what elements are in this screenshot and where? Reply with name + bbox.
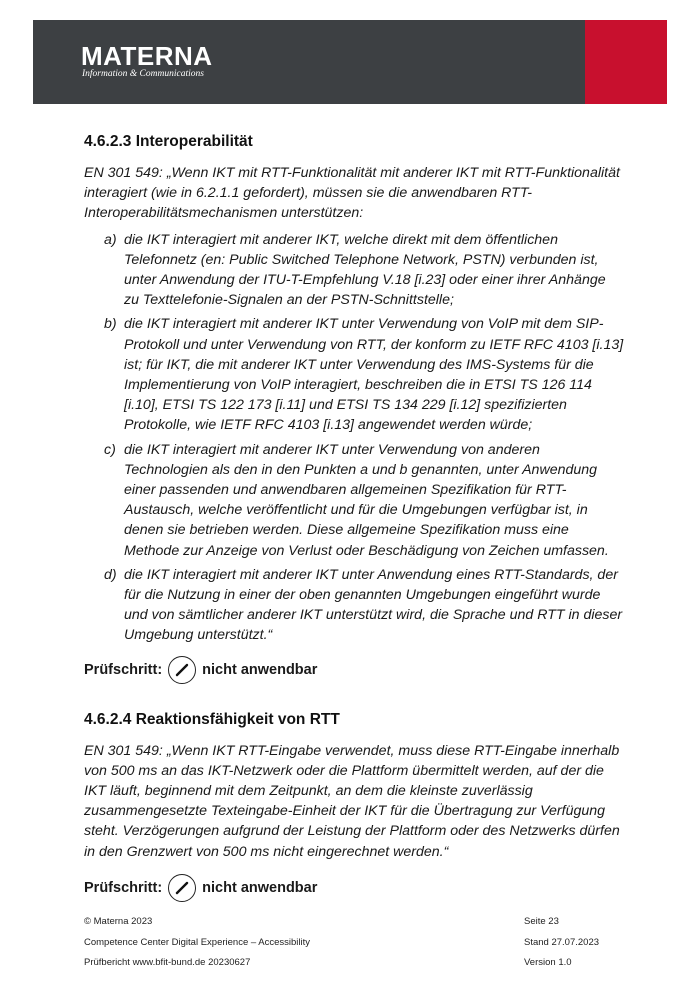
list-item-text: die IKT interagiert mit anderer IKT, welche direkt mit dem öffentlichen Telefonnetz (en: Public Switched Telephone Network, PSTN) verbunden ist, unter Anwendung der ITU-T-Empfehlung V.18 [i.23] oder einer ihrer Anhänge zu Texttelefonie-Signalen an der PSTN-Schnittstelle; [124, 231, 606, 309]
page-footer [84, 912, 604, 974]
company-logo: MATERNA [81, 41, 213, 71]
section-heading-rtt-responsiveness: 4.6.2.4 Reaktionsfähigkeit von RTT [84, 710, 340, 728]
not-applicable-icon [168, 656, 196, 684]
list-item [84, 230, 624, 311]
section-intro-quote: EN 301 549: „Wenn IKT RTT-Eingabe verwendet, muss diese RTT-Eingabe innerhalb von 500 ms an das IKT-Netzwerk oder die Plattform übermittelt werden, auf der die IKT läuft, beginnend mit dem Zeitpunkt, an dem die kleinste zuverlässig zusammengesetzte Texteingabe-Einheit der IKT für die Übertragung zur Verfügung steht. Verzögerungen aufgrund der Leistung der Plattform oder des Netzwerks dürfen in den Grenzwert von 500 ms nicht eingerechnet werden.“ [84, 742, 620, 860]
document-body [84, 133, 624, 902]
footer-department: Competence Center Digital Experience – Accessibility [84, 936, 310, 948]
test-step-label: Prüfschritt: [84, 879, 163, 896]
footer-version: Version 1.0 [524, 957, 572, 968]
section-heading-interoperability: 4.6.2.3 Interoperabilität [84, 133, 253, 150]
header-accent-block [585, 20, 667, 104]
footer-copyright: © Materna 2023 [84, 916, 153, 927]
list-item-marker: a) [104, 231, 117, 248]
list-item [84, 565, 624, 646]
list-item [84, 440, 624, 561]
page-header [33, 20, 667, 104]
list-item-text: die IKT interagiert mit anderer IKT unter Anwendung eines RTT-Standards, der für die Nutzung in einer der oben genannten Umgebungen eingeführt wurde und von sämtlicher anderer IKT unterstützt wird, die Sprache und RTT in dieser Umgebung unterstützt.“ [124, 566, 623, 644]
list-item-marker: b) [104, 316, 117, 333]
footer-page-number: Seite 23 [524, 916, 559, 927]
test-step-value: nicht anwendbar [202, 661, 318, 678]
list-item-text: die IKT interagiert mit anderer IKT unter Verwendung von anderen Technologien als den in den Punkten a und b genannten, unter Anwendung einer passenden und anwendbaren allgemeinen Spezifikation für RTT-Austausch, welche veröffentlicht und für die Umgebungen verfügbar ist, in denen sie betrieben werden. Diese allgemeine Spezifikation muss eine Methode zur Anzeige von Verlust oder Beschädigung von Zeichen umfassen. [124, 441, 609, 559]
list-item-text: die IKT interagiert mit anderer IKT unter Verwendung von VoIP mit dem SIP-Protokoll und unter Verwendung von RTT, der konform zu IETF RFC 4103 [i.13] ist; für IKT, die mit anderer IKT unter Verwendung des IMS-Systems für die Implementierung von VoIP interagiert, beschreiben die in ETSI TS 126 114 [i.10], ETSI TS 122 173 [i.11] und ETSI TS 134 229 [i.12] spezifizierten Protokolle, wie IETF RFC 4103 [i.13] angewendet werden würde; [124, 316, 624, 434]
test-step-result [84, 874, 624, 902]
test-step-label: Prüfschritt: [84, 661, 163, 678]
test-step-value: nicht anwendbar [202, 879, 318, 896]
list-item-marker: c) [104, 441, 116, 458]
section-intro-quote: EN 301 549: „Wenn IKT mit RTT-Funktionalität mit anderer IKT mit RTT-Funktionalität interagiert (wie in 6.2.1.1 gefordert), müssen sie die anwendbaren RTT-Interoperabilitätsmechanismen unterstützen: [84, 165, 620, 222]
not-applicable-icon [168, 874, 196, 902]
requirement-list [84, 230, 624, 646]
list-item-marker: d) [104, 566, 117, 583]
footer-date: Stand 27.07.2023 [524, 936, 600, 948]
footer-report-id: Prüfbericht www.bfit-bund.de 20230627 [84, 957, 251, 968]
list-item [84, 314, 624, 435]
test-step-result [84, 656, 624, 684]
company-logo-subtitle: Information & Communications [82, 69, 204, 79]
